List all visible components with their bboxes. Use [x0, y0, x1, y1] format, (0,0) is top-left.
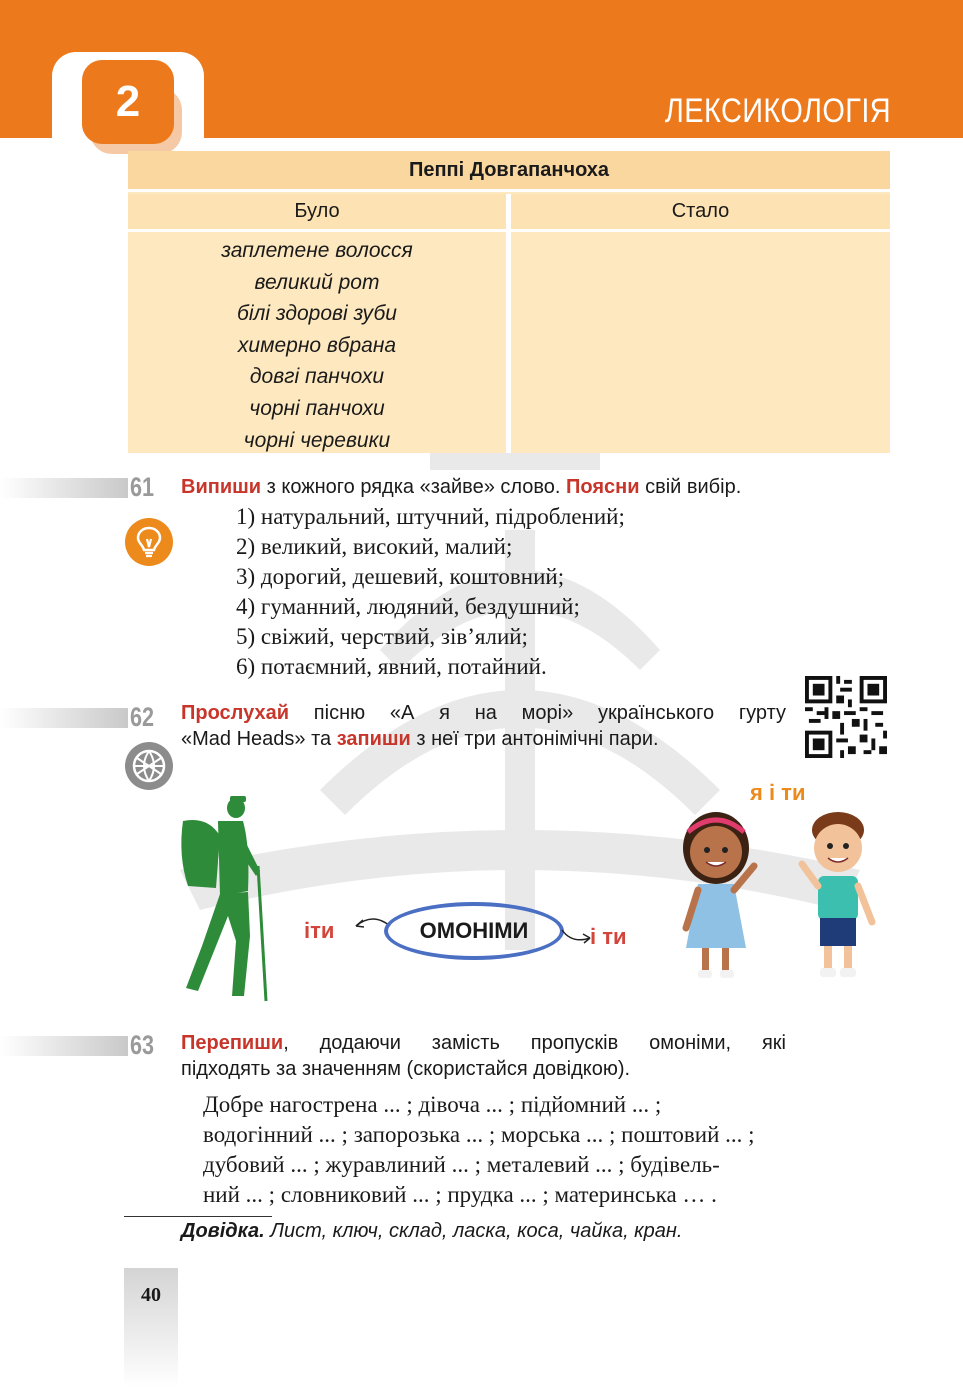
list-item: 2) великий, високий, малий;	[236, 534, 513, 559]
table-divider	[506, 194, 511, 453]
task-62-text-3: з неї три антонімічні пари.	[410, 728, 659, 750]
task-62-text-2: «Mad Heads» та	[181, 728, 337, 750]
task-63-bar	[0, 1036, 128, 1056]
list-item: чорні панчохи	[249, 396, 385, 420]
section-title: ЛЕКСИКОЛОГІЯ	[664, 92, 891, 130]
task-63-text-2: підходять за значенням (скористайся довідкою).	[181, 1058, 631, 1080]
task-62-text-1: пісню «А я на морі» українського гурту	[289, 702, 786, 724]
table-column-after: Стало	[511, 194, 890, 232]
list-item: заплетене волосся	[221, 239, 413, 262]
list-item: довгі панчохи	[249, 365, 385, 389]
task-61-verb-1: Випиши	[181, 476, 262, 498]
task-61-bar	[0, 478, 128, 498]
list-item: 6) потаємний, явний, потайний.	[236, 654, 547, 679]
reference-text: Лист, ключ, склад, ласка, коса, чайка, кран.	[264, 1220, 683, 1242]
reference-label: Довідка.	[181, 1220, 265, 1242]
task-62-bar	[0, 708, 128, 728]
lightbulb-icon	[125, 518, 173, 566]
task-61-text-2: свій вибір.	[639, 476, 742, 498]
exercise-line: Добре нагострена ... ; дівоча ... ; підйомний ... ;	[203, 1092, 662, 1117]
task-63-verb: Перепиши	[181, 1032, 284, 1054]
table-column-before: Було	[128, 194, 506, 232]
reference-divider	[124, 1216, 272, 1217]
exercise-line: дубовий ... ; журавлиний ... ; металевий ... ; будівель-	[203, 1152, 720, 1177]
list-item: 4) гуманний, людяний, бездушний;	[236, 594, 580, 619]
kids-image	[676, 808, 886, 988]
list-item: 1) натуральний, штучний, підроблений;	[236, 504, 625, 529]
list-item: химерно вбрана	[237, 333, 397, 357]
task-61-text-1: з кожного рядка «зайве» слово.	[261, 476, 567, 498]
list-item: 3) дорогий, дешевий, коштовний;	[236, 564, 565, 589]
exercise-line: водогінний ... ; запорозька ... ; морська ... ; поштовий ... ;	[203, 1122, 755, 1147]
globe-icon	[125, 742, 173, 790]
list-item: великий рот	[254, 270, 380, 294]
task-63-exercise	[203, 1090, 903, 1210]
arrow-right-icon	[560, 924, 594, 946]
task-61-verb-2: Поясни	[566, 476, 640, 498]
task-61-instruction	[181, 474, 881, 500]
task-62-instruction	[181, 700, 786, 752]
task-62-number: 62	[130, 702, 155, 732]
reference-note	[181, 1220, 682, 1243]
pippi-table	[128, 151, 890, 453]
task-63-number: 63	[130, 1030, 155, 1060]
word-iti: іти	[304, 918, 335, 943]
omonimy-bubble: ОМОНІМИ	[384, 902, 564, 960]
hiker-silhouette-image	[178, 796, 278, 1006]
table-before-list	[128, 235, 506, 456]
list-item: білі здорові зуби	[237, 302, 397, 326]
exercise-line: ний ... ; словниковий ... ; прудка ... ; материнська … .	[203, 1182, 717, 1207]
page-number: 40	[141, 1284, 161, 1306]
task-61-list	[236, 502, 625, 682]
task-62-verb-2: запиши	[336, 728, 411, 750]
table-title: Пеппі Довгапанчоха	[128, 151, 890, 192]
word-ya-i-ty: я і ти	[750, 780, 806, 805]
list-item: чорні черевики	[243, 428, 391, 452]
task-63-text-1: , додаючи замість пропусків омоніми, які	[283, 1032, 786, 1054]
word-i-ty: і ти	[590, 924, 627, 949]
task-62-verb-1: Прослухай	[181, 702, 290, 724]
qr-code-icon[interactable]	[805, 676, 887, 758]
chapter-number: 2	[82, 60, 174, 144]
task-63-instruction	[181, 1030, 786, 1082]
task-61-number: 61	[130, 472, 155, 502]
list-item: 5) свіжий, черствий, зів’ялий;	[236, 624, 528, 649]
